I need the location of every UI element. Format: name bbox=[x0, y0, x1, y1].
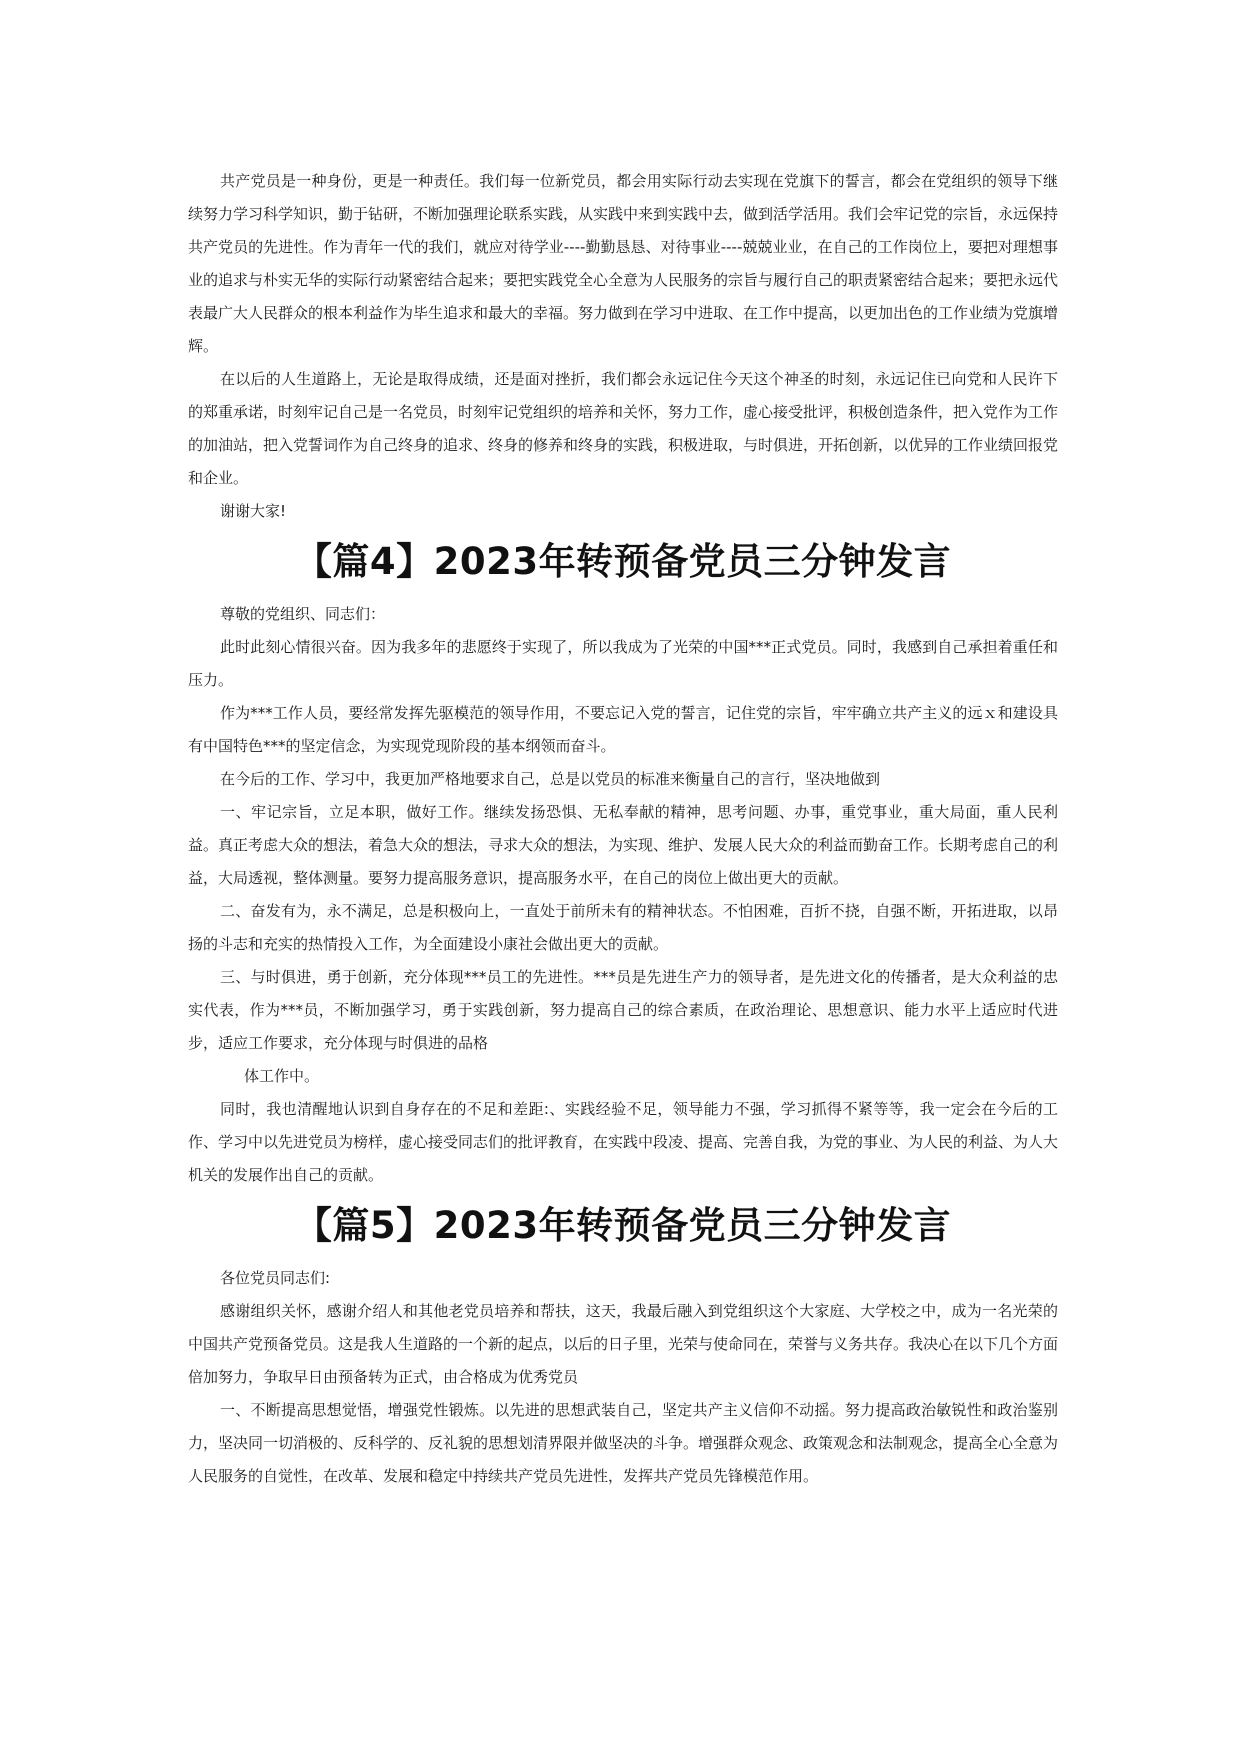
paragraph: 共产党员是一种身份，更是一种责任。我们每一位新党员，都会用实际行动去实现在党旗下的誓言，都会在党组织的领导下继续努力学习科学知识，勤于钻研，不断加强理论联系实践，从实践中来到实践中去，做到活学活用。我们会牢记党的宗旨，永远保持共产党员的先进性。作为青年一代的我们，就应对待学业----勤勤恳恳、对待事业----兢兢业业，在自己的工作岗位上，要把对理想事业的追求与朴实无华的实际行动紧密结合起来；要把实践党全心全意为人民服务的宗旨与履行自己的职责紧密结合起来；要把永远代表最广大人民群众的根本利益作为毕生追求和最大的幸福。努力做到在学习中进取、在工作中提高，以更加出色的工作业绩为党旗增辉。 bbox=[188, 172, 1059, 355]
paragraph: 在今后的工作、学习中，我更加严格地要求自己，总是以党员的标准来衡量自己的言行，坚决地做到 bbox=[220, 770, 881, 788]
paragraph: 三、与时俱进，勇于创新，充分体现***员工的先进性。***员是先进生产力的领导者，是先进文化的传播者，是大众利益的忠实代表，作为***员，不断加强学习，勇于实践创新，努力提高自己的综合素质，在政治理论、思想意识、能力水平上适应时代进步，适应工作要求，充分体现与时俱进的品格 bbox=[188, 968, 1058, 1052]
section-title: 【篇5】2023年转预备党员三分钟发言 bbox=[294, 1204, 952, 1247]
paragraph: 一、牢记宗旨，立足本职，做好工作。继续发扬恐惧、无私奉献的精神，思考问题、办事，重党事业，重大局面，重人民利益。真正考虑大众的想法，着急大众的想法，寻求大众的想法，为实现、维护、发展人民大众的利益而勤奋工作。长期考虑自己的利益，大局透视，整体测量。要努力提高服务意识，提高服务水平，在自己的岗位上做出更大的贡献。 bbox=[188, 803, 1059, 887]
salutation: 各位党员同志们: bbox=[220, 1269, 331, 1287]
paragraph: 体工作中。 bbox=[244, 1067, 320, 1085]
salutation: 尊敬的党组织、同志们： bbox=[220, 605, 386, 623]
closing-line: 谢谢大家! bbox=[220, 502, 287, 520]
paragraph: 感谢组织关怀，感谢介绍人和其他老党员培养和帮扶，这天，我最后融入到党组织这个大家庭、大学校之中，成为一名光荣的中国共产党预备党员。这是我人生道路的一个新的起点，以后的日子里，光荣与使命同在，荣誉与义务共存。我决心在以下几个方面倍加努力，争取早日由预备转为正式，由合格成为优秀党员 bbox=[188, 1302, 1059, 1386]
paragraph: 一、不断提高思想觉悟，增强党性锻炼。以先进的思想武装自己，坚定共产主义信仰不动摇。努力提高政治敏锐性和政治鉴别力，坚决同一切消极的、反科学的、反礼貌的思想划清界限并做坚决的斗争。增强群众观念、政策观念和法制观念，提高全心全意为人民服务的自觉性，在改革、发展和稳定中持续共产党员先进性，发挥共产党员先锋模范作用。 bbox=[188, 1401, 1059, 1485]
paragraph: 同时，我也清醒地认识到自身存在的不足和差距:、实践经验不足，领导能力不强，学习抓得不紧等等，我一定会在今后的工作、学习中以先进党员为榜样，虚心接受同志们的批评教育，在实践中段凌、提高、完善自我，为党的事业、为人民的利益、为人大机关的发展作出自己的贡献。 bbox=[188, 1100, 1059, 1184]
paragraph: 此时此刻心情很兴奋。因为我多年的悲愿终于实现了，所以我成为了光荣的中国***正式党员。同时，我感到自己承担着重任和压力。 bbox=[188, 638, 1058, 689]
paragraph: 作为***工作人员，要经常发挥先驱模范的领导作用，不要忘记入党的誓言，记住党的宗旨，牢牢确立共产主义的远ｘ和建设具有中国特色***的坚定信念，为实现党现阶段的基本纲领而奋斗。 bbox=[188, 704, 1058, 755]
section-title: 【篇4】2023年转预备党员三分钟发言 bbox=[294, 540, 952, 583]
paragraph: 在以后的人生道路上，无论是取得成绩，还是面对挫折，我们都会永远记住今天这个神圣的时刻，永远记住已向党和人民许下的郑重承诺，时刻牢记自己是一名党员，时刻牢记党组织的培养和关怀，努力工作，虚心接受批评，积极创造条件，把入党作为工作的加油站，把入党誓词作为自己终身的追求、终身的修养和终身的实践，积极进取，与时俱进，开拓创新，以优异的工作业绩回报党和企业。 bbox=[188, 370, 1059, 487]
document-body bbox=[188, 165, 1058, 1493]
paragraph: 二、奋发有为，永不满足，总是积极向上，一直处于前所未有的精神状态。不怕困难，百折不挠，自强不断，开拓进取，以昂扬的斗志和充实的热情投入工作，为全面建设小康社会做出更大的贡献。 bbox=[188, 902, 1058, 953]
